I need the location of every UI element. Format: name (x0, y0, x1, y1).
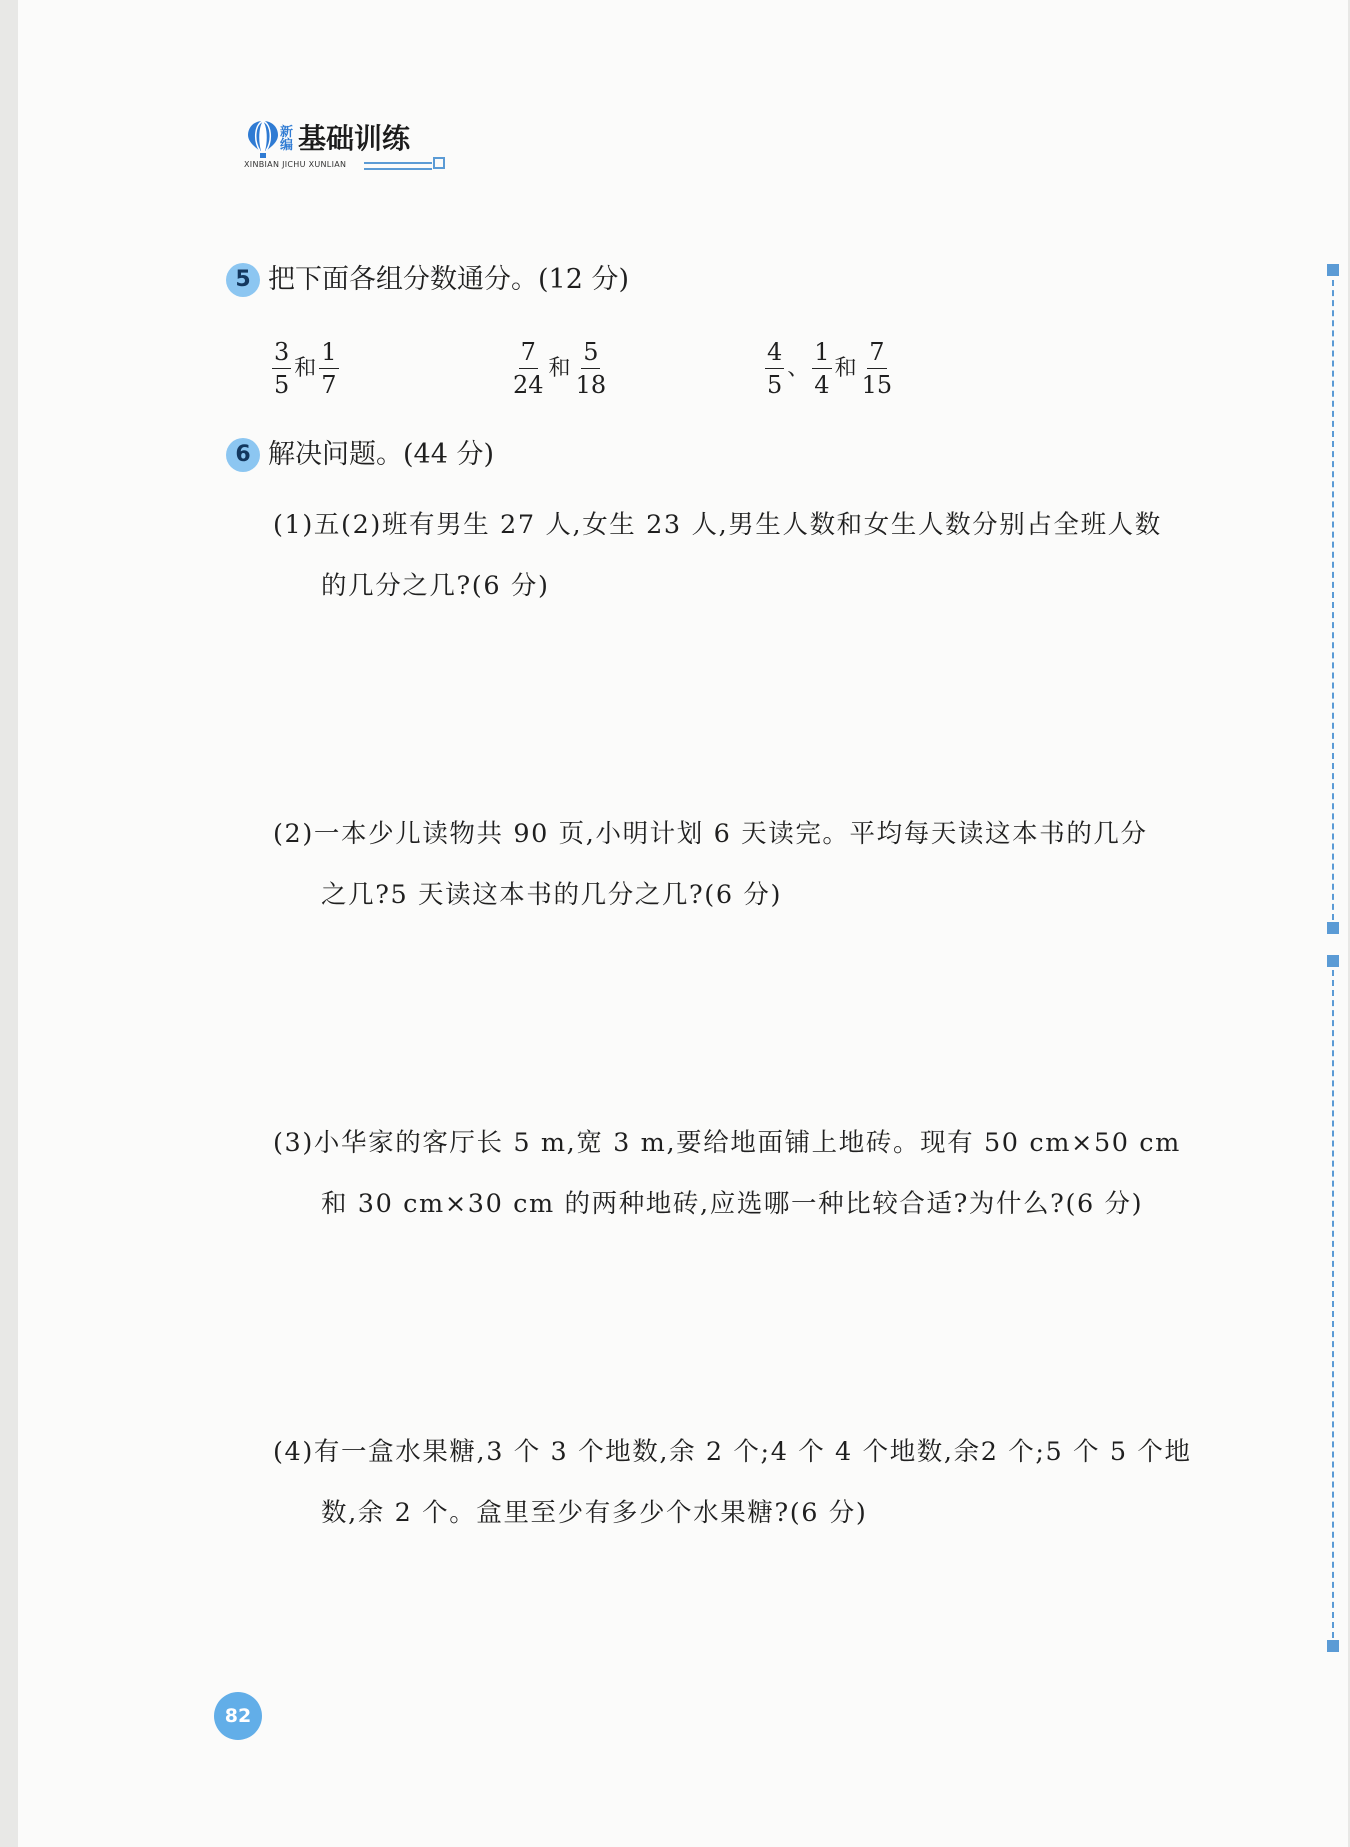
connector: 、 (787, 355, 810, 381)
problem-line: 和 30 cm×30 cm 的两种地砖,应选哪一种比较合适?为什么?(6 分) (321, 1189, 1144, 1219)
question-number-badge: 6 (226, 438, 260, 472)
denominator: 24 (513, 371, 544, 399)
problem-3 (273, 1113, 1293, 1235)
cut-mark (1327, 955, 1339, 967)
problem-line: (3)小华家的客厅长 5 m,宽 3 m,要给地面铺上地砖。现有 50 cm×50 cm (273, 1128, 1181, 1158)
problem-line: 之几?5 天读这本书的几分之几?(6 分) (321, 880, 782, 910)
logo-pinyin: XINBIAN JICHU XUNLIAN (244, 160, 347, 169)
question-number-badge: 5 (226, 263, 260, 297)
numerator: 7 (519, 338, 538, 369)
problem-line: (1)五(2)班有男生 27 人,女生 23 人,男生人数和女生人数分别占全班人数 (273, 510, 1162, 540)
numerator: 3 (272, 338, 291, 369)
denominator: 5 (767, 371, 783, 399)
question-6-heading (226, 438, 494, 472)
question-5-heading (226, 263, 629, 297)
fraction (272, 338, 291, 399)
cut-mark (1327, 1640, 1339, 1652)
denominator: 4 (814, 371, 830, 399)
fraction (860, 338, 895, 399)
denominator: 18 (575, 371, 607, 399)
cut-mark (1327, 922, 1339, 934)
numerator: 1 (319, 338, 338, 369)
numerator: 4 (765, 338, 784, 369)
cut-mark (1327, 264, 1339, 276)
connector: 和 (294, 355, 317, 381)
denominator: 5 (274, 371, 290, 399)
fraction-group-2 (510, 338, 609, 399)
workbook-page (18, 0, 1348, 1847)
question-6-text: 解决问题。(44 分) (268, 439, 495, 470)
fraction (574, 338, 609, 399)
logo-small-text: 新编 (280, 125, 294, 153)
fraction-group-3 (764, 338, 895, 399)
problem-line: 数,余 2 个。盒里至少有多少个水果糖?(6 分) (321, 1498, 868, 1528)
cut-line (1332, 970, 1334, 1638)
logo-box (433, 157, 445, 169)
problem-line: (4)有一盒水果糖,3 个 3 个地数,余 2 个;4 个 4 个地数,余2 个;5 个 5 个地 (273, 1437, 1192, 1467)
problem-1 (273, 495, 1293, 617)
question-5-text: 把下面各组分数通分。(12 分) (268, 264, 630, 295)
denominator: 15 (861, 371, 893, 399)
fraction (765, 338, 784, 399)
connector: 和 (834, 355, 857, 381)
numerator: 1 (812, 338, 831, 369)
fraction (812, 338, 831, 399)
problem-2 (273, 804, 1293, 926)
header-logo (228, 112, 448, 172)
page-number: 82 (214, 1692, 262, 1740)
problem-line: (2)一本少儿读物共 90 页,小明计划 6 天读完。平均每天读这本书的几分 (273, 819, 1148, 849)
fraction (511, 338, 546, 399)
logo-rule (364, 162, 432, 170)
hot-air-balloon-icon (246, 120, 280, 160)
numerator: 5 (581, 338, 600, 369)
fraction-group-1 (271, 338, 340, 399)
connector: 和 (548, 355, 571, 381)
logo-title: 基础训练 (298, 122, 411, 155)
numerator: 7 (867, 338, 886, 369)
fraction (319, 338, 338, 399)
problem-line: 的几分之几?(6 分) (321, 571, 550, 601)
denominator: 7 (321, 371, 337, 399)
problem-4 (273, 1422, 1293, 1544)
cut-line (1332, 280, 1334, 920)
